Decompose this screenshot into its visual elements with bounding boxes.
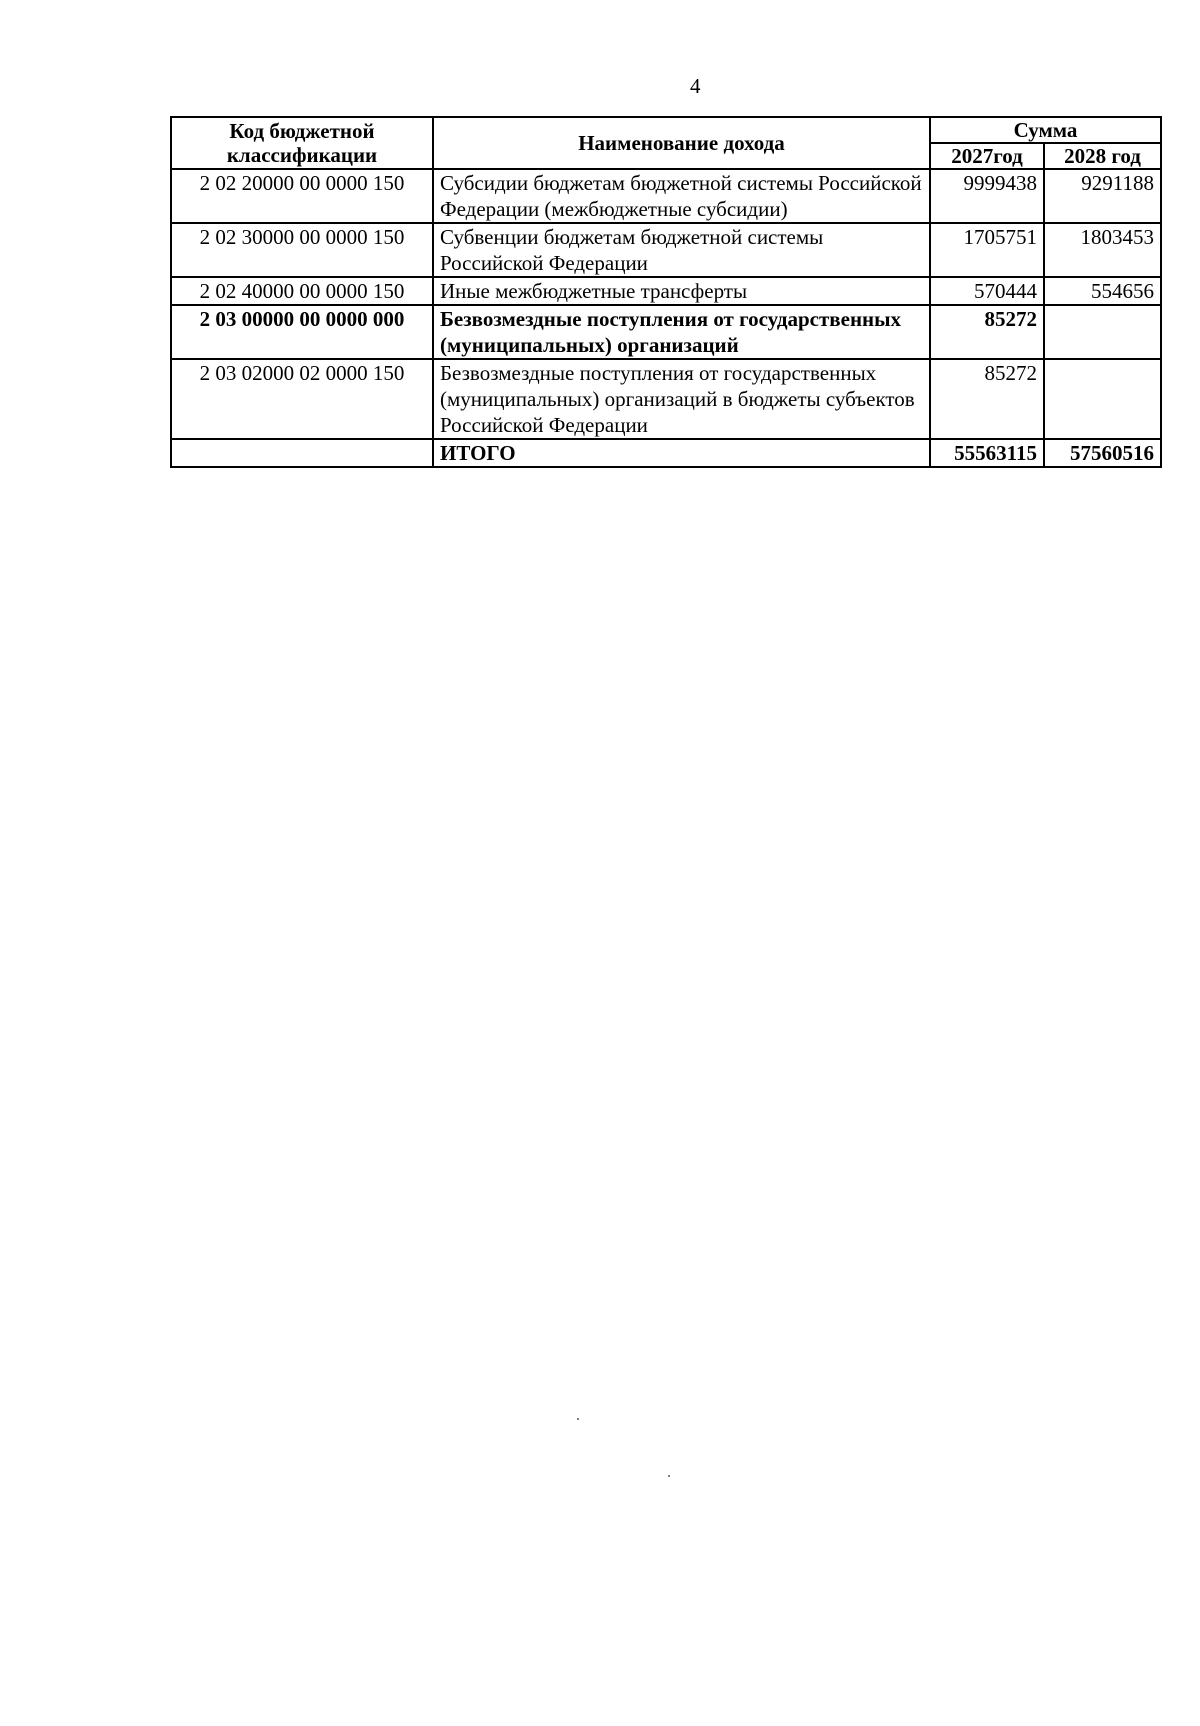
total-label: ИТОГО	[433, 439, 930, 467]
row-value-2028: 554656	[1044, 277, 1161, 305]
row-value-2028: 1803453	[1044, 223, 1161, 277]
table-row	[171, 359, 1161, 439]
table-row	[171, 277, 1161, 305]
scan-speck	[668, 1475, 670, 1477]
row-code: 2 03 02000 02 0000 150	[171, 359, 433, 439]
header-sum: Сумма	[930, 117, 1161, 143]
table-row-group	[171, 305, 1161, 359]
row-value-2028	[1044, 359, 1161, 439]
header-year-2027: 2027год	[930, 143, 1044, 169]
row-name: Иные межбюджетные трансферты	[433, 277, 930, 305]
scan-speck	[577, 1418, 579, 1420]
row-value-2027: 85272	[930, 305, 1044, 359]
row-value-2027: 85272	[930, 359, 1044, 439]
table-row	[171, 169, 1161, 223]
row-name: Безвозмездные поступления от государственных (муниципальных) организаций	[433, 305, 930, 359]
row-value-2028	[1044, 305, 1161, 359]
page-number: 4	[690, 74, 701, 98]
row-value-2027: 1705751	[930, 223, 1044, 277]
row-code: 2 03 00000 00 0000 000	[171, 305, 433, 359]
total-value-2028: 57560516	[1044, 439, 1161, 467]
header-code: Код бюджетной классификации	[171, 117, 433, 169]
header-year-2028: 2028 год	[1044, 143, 1161, 169]
row-value-2027: 570444	[930, 277, 1044, 305]
row-code: 2 02 20000 00 0000 150	[171, 169, 433, 223]
row-value-2028: 9291188	[1044, 169, 1161, 223]
row-name: Безвозмездные поступления от государственных (муниципальных) организаций в бюджеты субъектов Российской Федерации	[433, 359, 930, 439]
total-value-2027: 55563115	[930, 439, 1044, 467]
total-code	[171, 439, 433, 467]
total-row	[171, 439, 1161, 467]
row-code: 2 02 30000 00 0000 150	[171, 223, 433, 277]
budget-revenue-table	[170, 116, 1162, 468]
table-row	[171, 223, 1161, 277]
row-name: Субсидии бюджетам бюджетной системы Российской Федерации (межбюджетные субсидии)	[433, 169, 930, 223]
row-name: Субвенции бюджетам бюджетной системы Российской Федерации	[433, 223, 930, 277]
row-code: 2 02 40000 00 0000 150	[171, 277, 433, 305]
row-value-2027: 9999438	[930, 169, 1044, 223]
header-name: Наименование дохода	[433, 117, 930, 169]
header-row	[171, 117, 1161, 143]
